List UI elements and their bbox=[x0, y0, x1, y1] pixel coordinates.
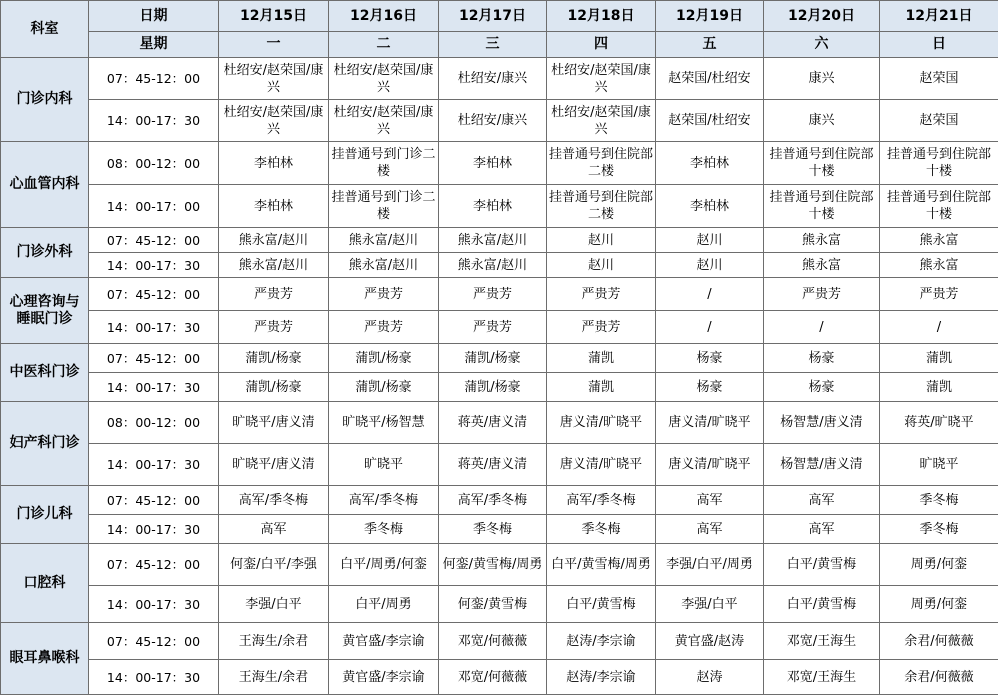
doctor-cell: 杜绍安/赵荣国/康兴 bbox=[547, 58, 656, 100]
doctor-cell: 杨豪 bbox=[656, 344, 764, 373]
doctor-cell: 赵荣国 bbox=[880, 58, 998, 100]
date-header: 12月18日 bbox=[547, 1, 656, 32]
doctor-cell: 王海生/余君 bbox=[219, 623, 329, 660]
schedule-row bbox=[1, 100, 998, 142]
date-header: 12月19日 bbox=[656, 1, 764, 32]
doctor-cell: 蒲凯 bbox=[880, 373, 998, 402]
weekday-header: 四 bbox=[547, 32, 656, 58]
schedule-row bbox=[1, 515, 998, 544]
doctor-cell: 赵川 bbox=[656, 228, 764, 253]
schedule-row bbox=[1, 142, 998, 185]
time-slot: 07：45-12：00 bbox=[89, 486, 219, 515]
doctor-cell: 蒲凯 bbox=[880, 344, 998, 373]
doctor-cell: 旷晓平 bbox=[880, 444, 998, 486]
doctor-cell: 熊永富 bbox=[880, 228, 998, 253]
schedule-row bbox=[1, 623, 998, 660]
doctor-cell: 蒲凯/杨豪 bbox=[219, 344, 329, 373]
doctor-cell: 严贵芳 bbox=[329, 311, 439, 344]
doctor-cell: 蒲凯/杨豪 bbox=[329, 373, 439, 402]
department-name: 妇产科门诊 bbox=[1, 402, 89, 486]
time-slot: 07：45-12：00 bbox=[89, 344, 219, 373]
doctor-cell: 杜绍安/赵荣国/康兴 bbox=[219, 58, 329, 100]
header-row-dates bbox=[1, 1, 998, 32]
doctor-cell: 白平/周勇 bbox=[329, 586, 439, 623]
doctor-cell: 蒋英/旷晓平 bbox=[880, 402, 998, 444]
doctor-cell: 赵荣国 bbox=[880, 100, 998, 142]
doctor-cell: 周勇/何銮 bbox=[880, 586, 998, 623]
doctor-cell: 李柏林 bbox=[656, 142, 764, 185]
doctor-cell: / bbox=[880, 311, 998, 344]
doctor-cell: 挂普通号到住院部十楼 bbox=[880, 185, 998, 228]
weekday-label: 星期 bbox=[89, 32, 219, 58]
department-name: 门诊外科 bbox=[1, 228, 89, 278]
time-slot: 14：00-17：30 bbox=[89, 660, 219, 695]
doctor-cell: 高军/季冬梅 bbox=[547, 486, 656, 515]
doctor-cell: 李柏林 bbox=[656, 185, 764, 228]
schedule-row bbox=[1, 586, 998, 623]
doctor-cell: 旷晓平 bbox=[329, 444, 439, 486]
time-slot: 08：00-12：00 bbox=[89, 402, 219, 444]
doctor-cell: 高军 bbox=[656, 486, 764, 515]
doctor-cell: 李柏林 bbox=[439, 185, 547, 228]
doctor-cell: 高军 bbox=[219, 515, 329, 544]
doctor-cell: 何銮/黄雪梅 bbox=[439, 586, 547, 623]
doctor-cell: 唐义清/旷晓平 bbox=[547, 402, 656, 444]
department-name: 心血管内科 bbox=[1, 142, 89, 228]
doctor-cell: 严贵芳 bbox=[880, 278, 998, 311]
dept-column-header: 科室 bbox=[1, 1, 89, 58]
doctor-cell: 高军/季冬梅 bbox=[219, 486, 329, 515]
doctor-cell: 季冬梅 bbox=[547, 515, 656, 544]
doctor-cell: 杜绍安/赵荣国/康兴 bbox=[547, 100, 656, 142]
doctor-cell: 挂普通号到住院部十楼 bbox=[880, 142, 998, 185]
doctor-cell: 熊永富/赵川 bbox=[439, 253, 547, 278]
schedule-row bbox=[1, 660, 998, 695]
doctor-cell: 周勇/何銮 bbox=[880, 544, 998, 586]
time-slot: 14：00-17：30 bbox=[89, 253, 219, 278]
doctor-cell: 赵涛/李宗谕 bbox=[547, 660, 656, 695]
doctor-cell: / bbox=[764, 311, 880, 344]
doctor-cell: 蒋英/唐义清 bbox=[439, 402, 547, 444]
doctor-cell: 严贵芳 bbox=[329, 278, 439, 311]
doctor-cell: 杜绍安/赵荣国/康兴 bbox=[329, 100, 439, 142]
date-header: 12月21日 bbox=[880, 1, 998, 32]
doctor-cell: 严贵芳 bbox=[219, 311, 329, 344]
doctor-cell: / bbox=[656, 311, 764, 344]
time-slot: 14：00-17：30 bbox=[89, 100, 219, 142]
department-name: 眼耳鼻喉科 bbox=[1, 623, 89, 695]
doctor-cell: 唐义清/旷晓平 bbox=[656, 444, 764, 486]
doctor-cell: 熊永富/赵川 bbox=[219, 228, 329, 253]
doctor-cell: 熊永富/赵川 bbox=[219, 253, 329, 278]
doctor-cell: 挂普通号到住院部二楼 bbox=[547, 185, 656, 228]
doctor-cell: 高军/季冬梅 bbox=[329, 486, 439, 515]
time-slot: 14：00-17：30 bbox=[89, 586, 219, 623]
doctor-cell: 唐义清/旷晓平 bbox=[656, 402, 764, 444]
doctor-cell: 季冬梅 bbox=[329, 515, 439, 544]
doctor-cell: 熊永富/赵川 bbox=[329, 253, 439, 278]
doctor-cell: 赵川 bbox=[656, 253, 764, 278]
doctor-cell: 赵涛 bbox=[656, 660, 764, 695]
doctor-cell: 蒲凯 bbox=[547, 373, 656, 402]
schedule-row bbox=[1, 185, 998, 228]
doctor-cell: 何銮/白平/李强 bbox=[219, 544, 329, 586]
doctor-cell: / bbox=[656, 278, 764, 311]
doctor-cell: 白平/黄雪梅 bbox=[547, 586, 656, 623]
doctor-cell: 杨豪 bbox=[656, 373, 764, 402]
time-slot: 07：45-12：00 bbox=[89, 544, 219, 586]
header-row-weekdays bbox=[1, 32, 998, 58]
doctor-cell: 高军/季冬梅 bbox=[439, 486, 547, 515]
doctor-cell: 蒋英/唐义清 bbox=[439, 444, 547, 486]
doctor-cell: 杨豪 bbox=[764, 373, 880, 402]
doctor-cell: 杜绍安/赵荣国/康兴 bbox=[329, 58, 439, 100]
doctor-cell: 白平/黄雪梅/周勇 bbox=[547, 544, 656, 586]
weekday-header: 三 bbox=[439, 32, 547, 58]
time-slot: 07：45-12：00 bbox=[89, 278, 219, 311]
department-name: 门诊儿科 bbox=[1, 486, 89, 544]
schedule-row bbox=[1, 311, 998, 344]
doctor-cell: 余君/何薇薇 bbox=[880, 623, 998, 660]
doctor-cell: 李强/白平 bbox=[656, 586, 764, 623]
doctor-cell: 杜绍安/康兴 bbox=[439, 58, 547, 100]
doctor-cell: 赵涛/李宗谕 bbox=[547, 623, 656, 660]
doctor-cell: 挂普通号到门诊二楼 bbox=[329, 142, 439, 185]
doctor-cell: 李柏林 bbox=[439, 142, 547, 185]
doctor-cell: 高军 bbox=[656, 515, 764, 544]
doctor-cell: 余君/何薇薇 bbox=[880, 660, 998, 695]
doctor-cell: 李强/白平 bbox=[219, 586, 329, 623]
doctor-cell: 赵川 bbox=[547, 253, 656, 278]
doctor-cell: 赵川 bbox=[547, 228, 656, 253]
doctor-cell: 高军 bbox=[764, 515, 880, 544]
schedule-row bbox=[1, 402, 998, 444]
department-name: 中医科门诊 bbox=[1, 344, 89, 402]
doctor-cell: 杜绍安/赵荣国/康兴 bbox=[219, 100, 329, 142]
department-name: 门诊内科 bbox=[1, 58, 89, 142]
doctor-cell: 旷晓平/唐义清 bbox=[219, 444, 329, 486]
doctor-cell: 赵荣国/杜绍安 bbox=[656, 58, 764, 100]
doctor-cell: 挂普通号到门诊二楼 bbox=[329, 185, 439, 228]
date-header: 12月15日 bbox=[219, 1, 329, 32]
doctor-cell: 挂普通号到住院部十楼 bbox=[764, 142, 880, 185]
doctor-cell: 白平/黄雪梅 bbox=[764, 544, 880, 586]
doctor-cell: 康兴 bbox=[764, 100, 880, 142]
time-slot: 08：00-12：00 bbox=[89, 142, 219, 185]
schedule-row bbox=[1, 228, 998, 253]
doctor-cell: 黄官盛/李宗谕 bbox=[329, 660, 439, 695]
doctor-cell: 严贵芳 bbox=[764, 278, 880, 311]
doctor-cell: 蒲凯/杨豪 bbox=[329, 344, 439, 373]
time-slot: 14：00-17：30 bbox=[89, 444, 219, 486]
schedule-row bbox=[1, 58, 998, 100]
schedule-row bbox=[1, 486, 998, 515]
doctor-cell: 杨智慧/唐义清 bbox=[764, 402, 880, 444]
date-header: 12月16日 bbox=[329, 1, 439, 32]
doctor-cell: 杨智慧/唐义清 bbox=[764, 444, 880, 486]
doctor-cell: 熊永富/赵川 bbox=[329, 228, 439, 253]
doctor-cell: 严贵芳 bbox=[547, 278, 656, 311]
time-slot: 07：45-12：00 bbox=[89, 623, 219, 660]
doctor-cell: 熊永富 bbox=[764, 228, 880, 253]
date-header: 12月17日 bbox=[439, 1, 547, 32]
doctor-cell: 严贵芳 bbox=[439, 311, 547, 344]
doctor-cell: 高军 bbox=[764, 486, 880, 515]
time-slot: 07：45-12：00 bbox=[89, 228, 219, 253]
doctor-cell: 旷晓平/唐义清 bbox=[219, 402, 329, 444]
doctor-cell: 杨豪 bbox=[764, 344, 880, 373]
department-name: 口腔科 bbox=[1, 544, 89, 623]
doctor-cell: 熊永富 bbox=[880, 253, 998, 278]
doctor-cell: 熊永富 bbox=[764, 253, 880, 278]
doctor-cell: 季冬梅 bbox=[880, 515, 998, 544]
schedule-row bbox=[1, 444, 998, 486]
date-label: 日期 bbox=[89, 1, 219, 32]
doctor-cell: 蒲凯/杨豪 bbox=[219, 373, 329, 402]
doctor-cell: 李柏林 bbox=[219, 142, 329, 185]
doctor-cell: 邓宽/王海生 bbox=[764, 660, 880, 695]
doctor-cell: 黄官盛/李宗谕 bbox=[329, 623, 439, 660]
doctor-cell: 季冬梅 bbox=[439, 515, 547, 544]
weekday-header: 日 bbox=[880, 32, 998, 58]
doctor-cell: 严贵芳 bbox=[439, 278, 547, 311]
time-slot: 14：00-17：30 bbox=[89, 515, 219, 544]
doctor-cell: 康兴 bbox=[764, 58, 880, 100]
doctor-cell: 黄官盛/赵涛 bbox=[656, 623, 764, 660]
doctor-cell: 唐义清/旷晓平 bbox=[547, 444, 656, 486]
doctor-cell: 季冬梅 bbox=[880, 486, 998, 515]
doctor-cell: 蒲凯/杨豪 bbox=[439, 344, 547, 373]
schedule-row bbox=[1, 544, 998, 586]
doctor-cell: 王海生/余君 bbox=[219, 660, 329, 695]
weekday-header: 五 bbox=[656, 32, 764, 58]
doctor-cell: 赵荣国/杜绍安 bbox=[656, 100, 764, 142]
doctor-cell: 邓宽/王海生 bbox=[764, 623, 880, 660]
department-name: 心理咨询与睡眠门诊 bbox=[1, 278, 89, 344]
time-slot: 14：00-17：30 bbox=[89, 311, 219, 344]
doctor-cell: 白平/黄雪梅 bbox=[764, 586, 880, 623]
doctor-cell: 白平/周勇/何銮 bbox=[329, 544, 439, 586]
doctor-cell: 旷晓平/杨智慧 bbox=[329, 402, 439, 444]
doctor-cell: 挂普通号到住院部十楼 bbox=[764, 185, 880, 228]
doctor-cell: 李柏林 bbox=[219, 185, 329, 228]
schedule-row bbox=[1, 278, 998, 311]
doctor-cell: 杜绍安/康兴 bbox=[439, 100, 547, 142]
doctor-cell: 熊永富/赵川 bbox=[439, 228, 547, 253]
doctor-cell: 蒲凯 bbox=[547, 344, 656, 373]
time-slot: 07：45-12：00 bbox=[89, 58, 219, 100]
doctor-cell: 严贵芳 bbox=[219, 278, 329, 311]
schedule-row bbox=[1, 253, 998, 278]
weekday-header: 六 bbox=[764, 32, 880, 58]
doctor-cell: 严贵芳 bbox=[547, 311, 656, 344]
date-header: 12月20日 bbox=[764, 1, 880, 32]
department-rows bbox=[1, 58, 998, 695]
doctor-cell: 挂普通号到住院部二楼 bbox=[547, 142, 656, 185]
doctor-cell: 邓宽/何薇薇 bbox=[439, 623, 547, 660]
schedule-row bbox=[1, 344, 998, 373]
weekday-header: 二 bbox=[329, 32, 439, 58]
doctor-cell: 蒲凯/杨豪 bbox=[439, 373, 547, 402]
schedule-row bbox=[1, 373, 998, 402]
weekday-header: 一 bbox=[219, 32, 329, 58]
time-slot: 14：00-17：30 bbox=[89, 373, 219, 402]
doctor-cell: 邓宽/何薇薇 bbox=[439, 660, 547, 695]
time-slot: 14：00-17：00 bbox=[89, 185, 219, 228]
doctor-cell: 何銮/黄雪梅/周勇 bbox=[439, 544, 547, 586]
doctor-cell: 李强/白平/周勇 bbox=[656, 544, 764, 586]
